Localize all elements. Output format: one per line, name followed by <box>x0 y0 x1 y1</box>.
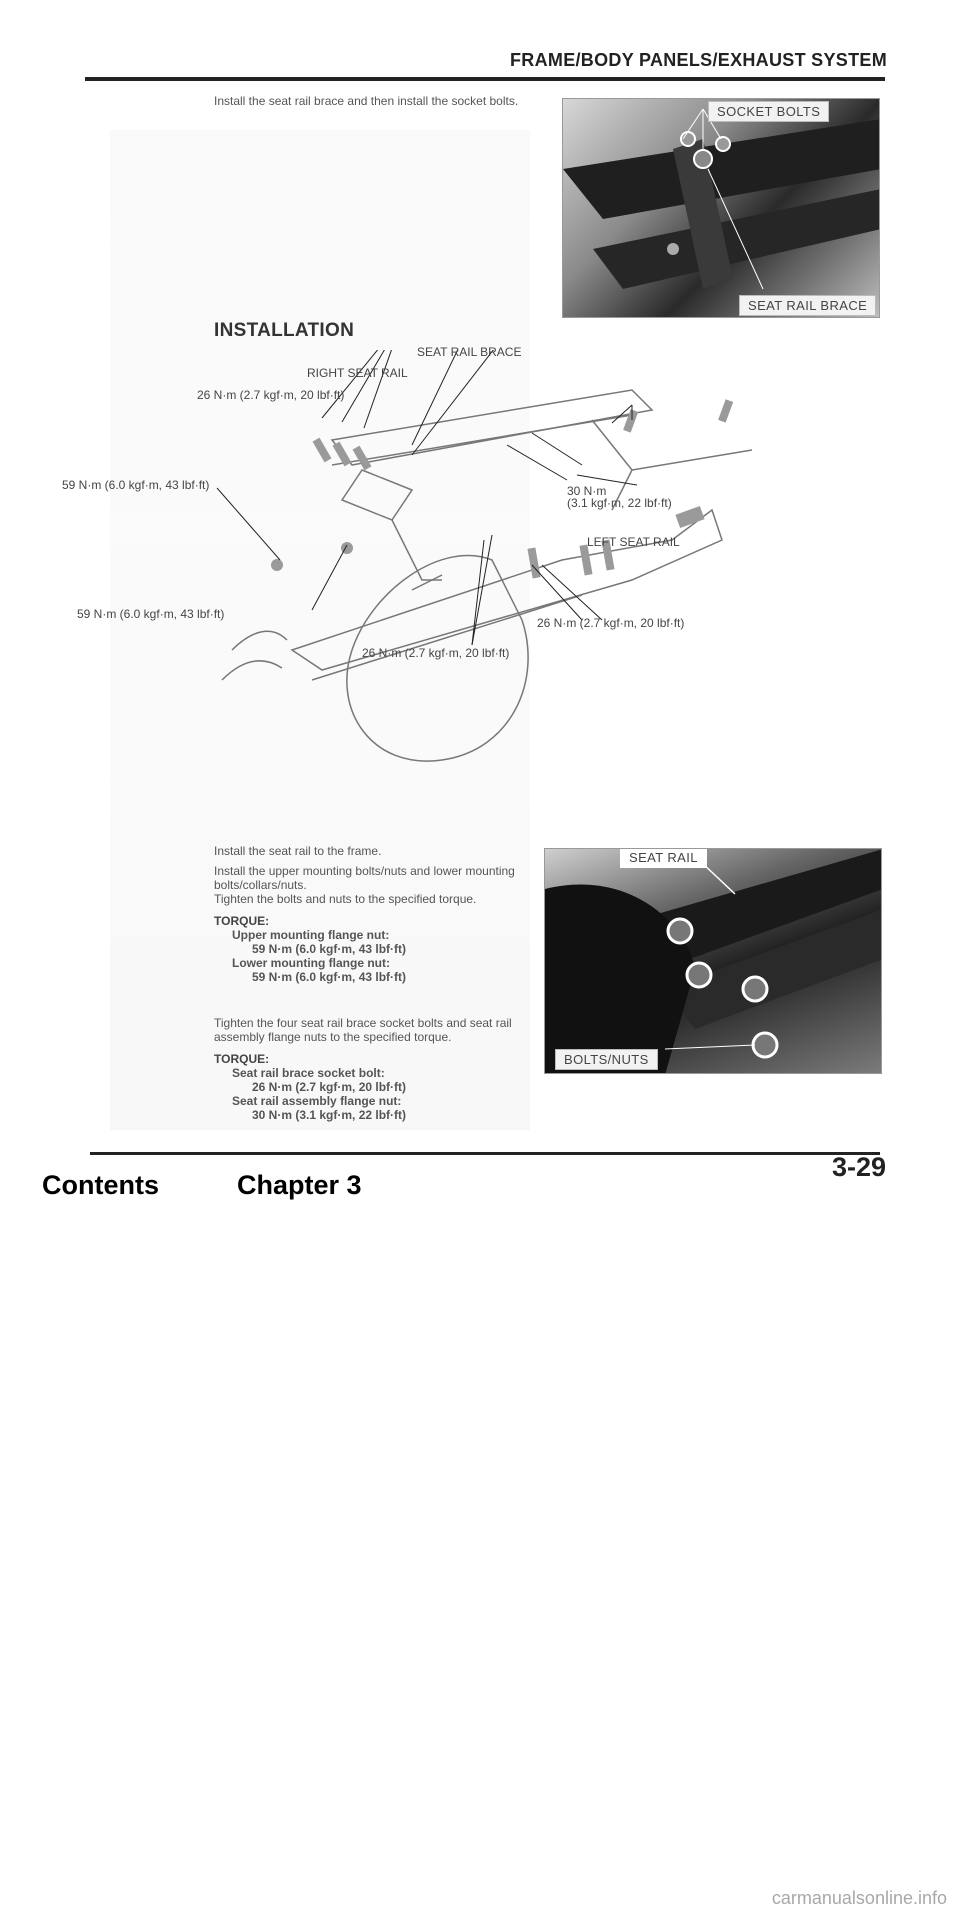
torque-spec-block-2 <box>214 1052 558 1122</box>
procedure-step-1: Install the seat rail to the frame. <box>214 844 382 858</box>
contents-link[interactable]: Contents <box>42 1170 159 1200</box>
socket-bolts-label: SOCKET BOLTS <box>708 101 829 122</box>
site-watermark: carmanualsonline.info <box>771 1888 947 1908</box>
seat-rail-bolts-photo-art <box>545 849 882 1074</box>
seat-rail-photo-label: SEAT RAIL <box>620 848 707 868</box>
torque-item: Upper mounting flange nut: <box>232 928 390 942</box>
callout-torque-30-line1: 30 N·m <box>567 484 607 498</box>
callout-left-seat-rail: LEFT SEAT RAIL <box>587 535 680 549</box>
torque-value: 59 N·m (6.0 kgf·m, 43 lbf·ft) <box>252 970 407 984</box>
callout-right-seat-rail: RIGHT SEAT RAIL <box>307 366 408 380</box>
exploded-view-art <box>112 350 872 830</box>
chapter-3-link[interactable]: Chapter 3 <box>237 1170 362 1200</box>
torque-heading: TORQUE: <box>214 914 270 928</box>
seat-rail-brace-photo-art <box>563 99 880 318</box>
torque-value: 30 N·m (3.1 kgf·m, 22 lbf·ft) <box>252 1108 407 1122</box>
page-number: 3-29 <box>831 1152 886 1182</box>
callout-torque-26-right: 26 N·m (2.7 kgf·m, 20 lbf·ft) <box>537 616 685 630</box>
section-header-title: FRAME/BODY PANELS/EXHAUST SYSTEM <box>510 50 887 70</box>
callout-torque-30-line2: (3.1 kgf·m, 22 lbf·ft) <box>567 496 672 510</box>
installation-diagram <box>62 345 872 830</box>
callout-seat-rail-brace: SEAT RAIL BRACE <box>417 345 522 359</box>
procedure-step-3: Tighten the bolts and nuts to the specified torque. <box>214 892 477 906</box>
footer-rule <box>90 1152 880 1155</box>
torque-item: Seat rail assembly flange nut: <box>232 1094 402 1108</box>
torque-value: 59 N·m (6.0 kgf·m, 43 lbf·ft) <box>252 942 407 956</box>
callout-torque-26-bottom: 26 N·m (2.7 kgf·m, 20 lbf·ft) <box>362 646 510 660</box>
installation-heading: INSTALLATION <box>214 320 355 341</box>
callout-torque-59-lower: 59 N·m (6.0 kgf·m, 43 lbf·ft) <box>77 607 225 621</box>
torque-value: 26 N·m (2.7 kgf·m, 20 lbf·ft) <box>252 1080 407 1094</box>
callout-torque-59-upper: 59 N·m (6.0 kgf·m, 43 lbf·ft) <box>62 478 210 492</box>
torque-item: Lower mounting flange nut: <box>232 956 390 970</box>
seat-rail-brace-photo-label: SEAT RAIL BRACE <box>739 295 876 316</box>
torque-item: Seat rail brace socket bolt: <box>232 1066 385 1080</box>
torque-heading: TORQUE: <box>214 1052 270 1066</box>
header-rule <box>85 77 885 81</box>
bolts-nuts-label: BOLTS/NUTS <box>555 1049 658 1070</box>
callout-torque-26-top: 26 N·m (2.7 kgf·m, 20 lbf·ft) <box>197 388 345 402</box>
torque-spec-block-1 <box>214 914 558 984</box>
seat-rail-brace-photo <box>562 98 880 318</box>
intro-instruction: Install the seat rail brace and then install the socket bolts. <box>214 94 519 108</box>
procedure-step-4: Tighten the four seat rail brace socket bolts and seat rail assembly flange nuts to the specified torque. <box>214 1016 512 1044</box>
seat-rail-bolts-photo <box>544 848 882 1074</box>
procedure-step-2: Install the upper mounting bolts/nuts and lower mounting bolts/collars/nuts. <box>214 864 515 892</box>
